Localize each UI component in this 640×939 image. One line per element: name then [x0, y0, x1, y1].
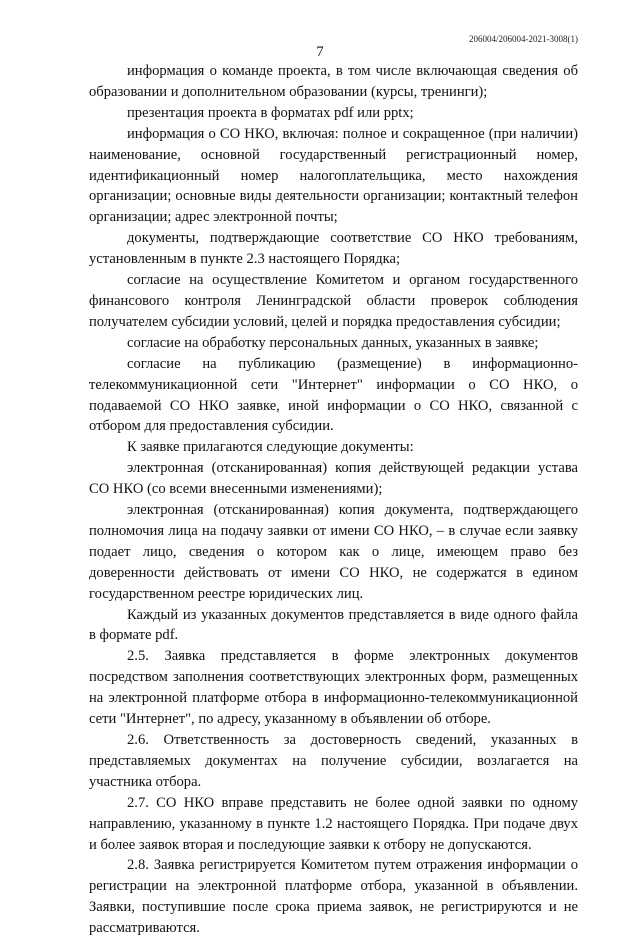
paragraph-presentation: презентация проекта в форматах pdf или pptx;: [127, 104, 414, 121]
paragraph-audit-consent: согласие на осуществление Комитетом и органом государственного финансового контроля Ленинградской области проверок соблюдения получателем субсидии условий, целей и порядка предоставления субсидии;: [89, 272, 578, 330]
paragraph-2-7: 2.7. СО НКО вправе представить не более одной заявки по одному направлению, указанному в пункте 1.2 настоящего Порядка. При подаче двух и более заявок вторая и последующие заявки к отбору не допускаются.: [89, 794, 578, 853]
paragraph-personal-data-consent: согласие на обработку персональных данных, указанных в заявке;: [127, 334, 539, 351]
paragraph-2-6: 2.6. Ответственность за достоверность сведений, указанных в представляемых документах на получение субсидии, возлагается на участника отбора.: [89, 732, 578, 790]
paragraph-compliance-docs: документы, подтверждающие соответствие СО НКО требованиям, установленным в пункте 2.3 настоящего Порядка;: [89, 230, 578, 268]
document-body: [89, 61, 578, 939]
paragraph-2-8: 2.8. Заявка регистрируется Комитетом путем отражения информации о регистрации на электронной платформе отбора, указанной в объявлении. Заявки, поступившие после срока приема заявок, не регистрируются и не рассматриваются.: [89, 857, 578, 937]
paragraph-team-info: информация о команде проекта, в том числе включающая сведения об образовании и дополнительном образовании (курсы, тренинги);: [89, 63, 578, 100]
paragraph-authority-copy: электронная (отсканированная) копия документа, подтверждающего полномочия лица на подачу заявки от имени СО НКО, – в случае если заявку подает лицо, сведения о котором как о лице, имеющем право без доверенности действовать от имени СО НКО, не содержатся в едином государственном реестре юридических лиц.: [89, 502, 578, 602]
page-number: 7: [316, 44, 324, 60]
paragraph-2-5: 2.5. Заявка представляется в форме электронных документов посредством заполнения соответствующих электронных форм, размещенных на электронной платформе отбора в информационно-телекоммуникационной сети "Интернет", по адресу, указанному в объявлении об отборе.: [89, 648, 578, 728]
paragraph-pdf-format: Каждый из указанных документов представляется в виде одного файла в формате pdf.: [89, 606, 578, 644]
document-id: 206004/206004-2021-3008(1): [469, 34, 578, 44]
paragraph-attachments-intro: К заявке прилагаются следующие документы:: [127, 439, 414, 456]
paragraph-nko-info: информация о СО НКО, включая: полное и сокращенное (при наличии) наименование, основной государственный регистрационный номер, идентификационный номер налогоплательщика, место нахождения организации; основные виды деятельности организации; контактный телефон организации; адрес электронной почты;: [89, 125, 578, 226]
paragraph-charter-copy: электронная (отсканированная) копия действующей редакции устава СО НКО (со всеми внесенными изменениями);: [89, 460, 578, 498]
paragraph-publication-consent: согласие на публикацию (размещение) в информационно-телекоммуникационной сети "Интернет" информации о СО НКО, о подаваемой СО НКО заявке, иной информации о СО НКО, связанной с отбором для предоставления субсидии.: [89, 355, 578, 435]
